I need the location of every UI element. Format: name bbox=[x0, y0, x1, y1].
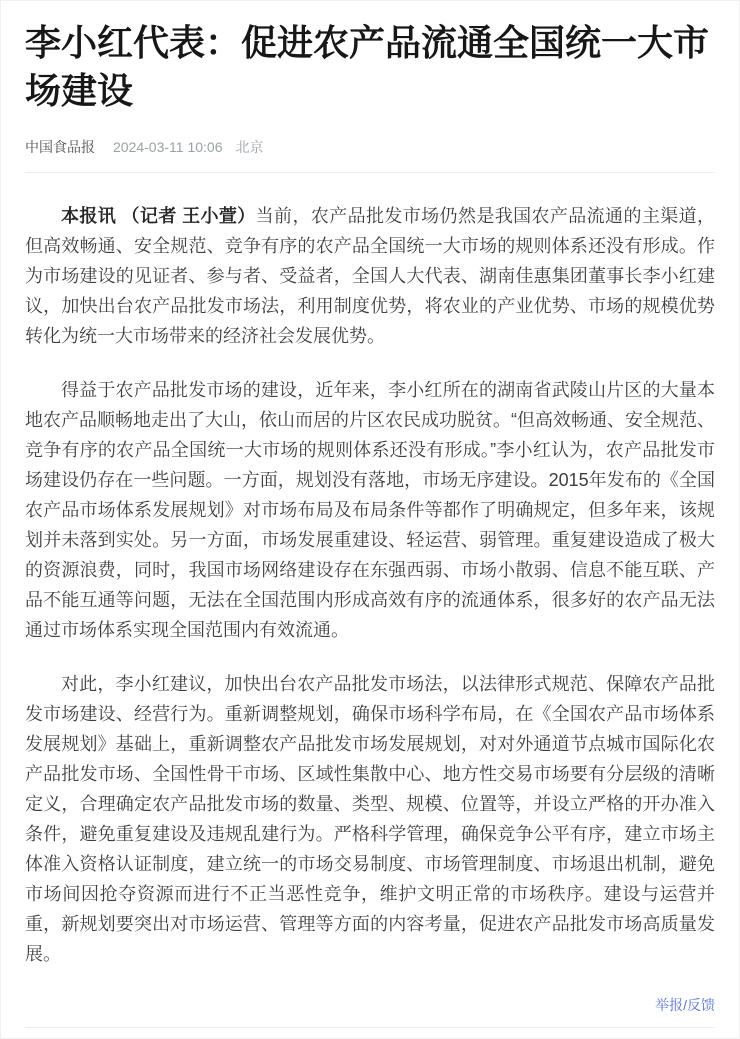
article-source[interactable]: 中国食品报 bbox=[25, 139, 95, 155]
article-footer bbox=[25, 995, 715, 1015]
article-body bbox=[25, 201, 715, 969]
report-feedback-link[interactable]: 举报/反馈 bbox=[655, 997, 715, 1013]
paragraph-2 bbox=[25, 375, 715, 645]
paragraph-1-text: 当前，农产品批发市场仍然是我国农产品流通的主渠道，但高效畅通、安全规范、竞争有序的农产品全国统一大市场的规则体系还没有形成。作为市场建设的见证者、参与者、受益者，全国人大代表、湖南佳惠集团董事长李小红建议，加快出台农产品批发市场法，利用制度优势，将农业的产业优势、市场的规模优势转化为统一大市场带来的经济社会发展优势。 bbox=[25, 206, 715, 346]
publish-datetime: 2024-03-11 10:06 bbox=[113, 139, 223, 155]
paragraph-3 bbox=[25, 669, 715, 969]
article-meta bbox=[25, 137, 715, 157]
paragraph-1 bbox=[25, 201, 715, 351]
meta-divider bbox=[25, 172, 715, 173]
paragraph-1-lead: 本报讯 （记者 王小萱） bbox=[61, 206, 256, 226]
paragraph-2-text: 得益于农产品批发市场的建设，近年来，李小红所在的湖南省武陵山片区的大量本地农产品顺畅地走出了大山，依山而居的片区农民成功脱贫。“但高效畅通、安全规范、竞争有序的农产品全国统一大市场的规则体系还没有形成。”李小红认为，农产品批发市场建设仍存在一些问题。一方面，规划没有落地，市场无序建设。2015年发布的《全国农产品市场体系发展规划》对市场布局及布局条件等都作了明确规定，但多年来，该规划并未落到实处。另一方面，市场发展重建设、轻运营、弱管理。重复建设造成了极大的资源浪费，同时，我国市场网络建设存在东强西弱、市场小散弱、信息不能互联、产品不能互通等问题，无法在全国范围内形成高效有序的流通体系，很多好的农产品无法通过市场体系实现全国范围内有效流通。 bbox=[25, 380, 715, 640]
article-title: 李小红代表：促进农产品流通全国统一大市场建设 bbox=[25, 22, 710, 111]
paragraph-3-text: 对此，李小红建议，加快出台农产品批发市场法，以法律形式规范、保障农产品批发市场建设、经营行为。重新调整规划，确保市场科学布局，在《全国农产品市场体系发展规划》基础上，重新调整农产品批发市场发展规划，对对外通道节点城市国际化农产品批发市场、全国性骨干市场、区域性集散中心、地方性交易市场要有分层级的清晰定义，合理确定农产品批发市场的数量、类型、规模、位置等，并设立严格的开办准入条件，避免重复建设及违规乱建行为。严格科学管理，确保竞争公平有序，建立市场主体准入资格认证制度，建立统一的市场交易制度、市场管理制度、市场退出机制，避免市场间因抢夺资源而进行不正当恶性竞争，维护文明正常的市场秩序。建设与运营并重，新规划要突出对市场运营、管理等方面的内容考量，促进农产品批发市场高质量发展。 bbox=[25, 674, 715, 964]
publish-location: 北京 bbox=[235, 139, 264, 155]
bottom-divider bbox=[25, 1027, 715, 1028]
